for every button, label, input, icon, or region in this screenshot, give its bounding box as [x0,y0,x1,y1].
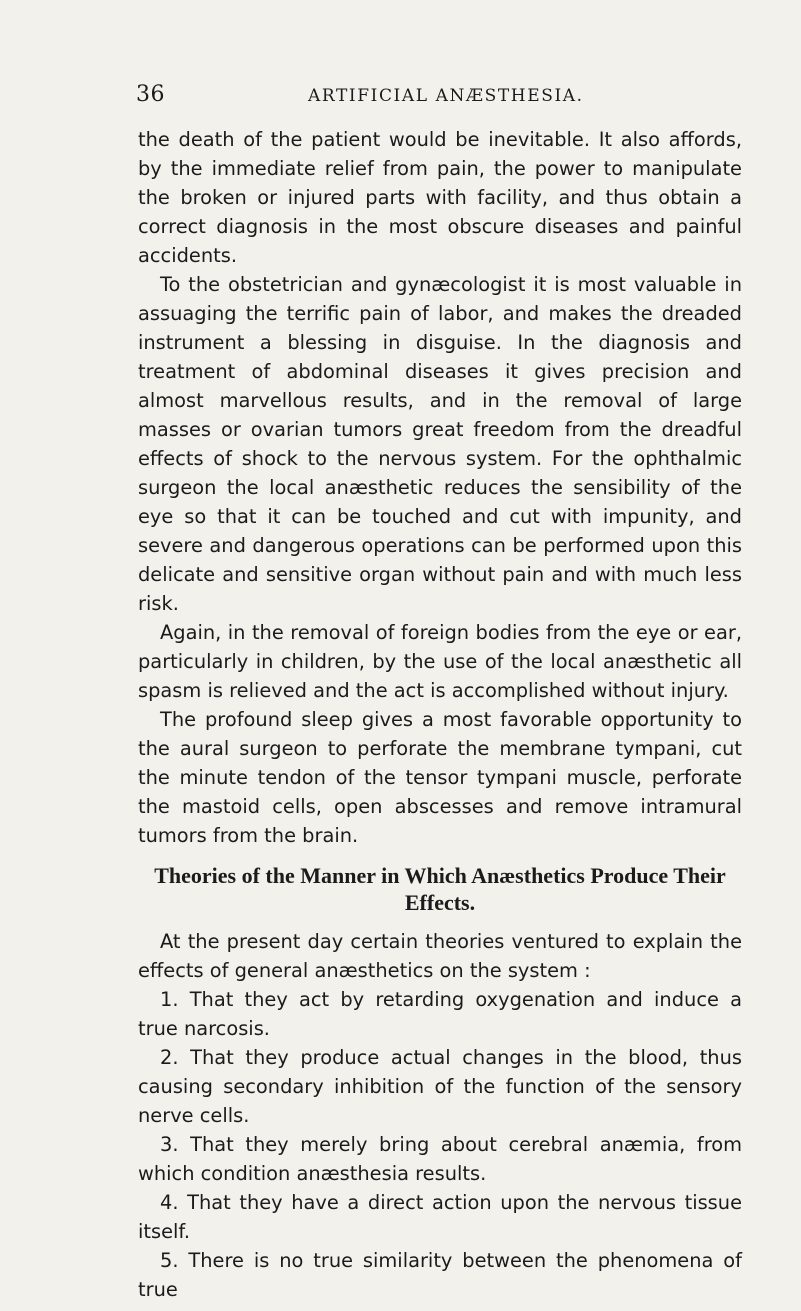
running-head: ARTIFICIAL ANÆSTHESIA. [308,86,584,106]
section-heading: Theories of the Manner in Which Anæsthetics Produce Their Effects. [154,863,726,915]
list-item: 1. That they act by retarding oxygenation and induce a true narcosis. [138,988,742,1040]
list-item: 5. There is no true similarity between the phenomena of true [138,1249,742,1301]
page-header [0,82,801,112]
page-number: 36 [136,82,165,107]
paragraph: The profound sleep gives a most favorable opportunity to the aural surgeon to perforate the membrane tympani, cut the minute tendon of the tensor tympani muscle, perforate the mastoid cells, open abscesses and remove intramural tumors from the brain. [138,708,742,847]
paragraph: At the present day certain theories ventured to explain the effects of general anæsthetics on the system : [138,930,742,982]
list-item: 3. That they merely bring about cerebral anæmia, from which condition anæsthesia results. [138,1133,742,1185]
paragraph: To the obstetrician and gynæcologist it is most valuable in assuaging the terrific pain of labor, and makes the dreaded instrument a blessing in disguise. In the diagnosis and treatment of abdominal diseases it gives precision and almost marvellous results, and in the removal of large masses or ovarian tumors great freedom from the dreadful effects of shock to the nervous system. For the ophthalmic surgeon the local anæsthetic reduces the sensibility of the eye so that it can be touched and cut with impunity, and severe and dangerous operations can be performed upon this delicate and sensitive organ without pain and with much less risk. [138,273,742,615]
list-item: 2. That they produce actual changes in the blood, thus causing secondary inhibition of the function of the sensory nerve cells. [138,1046,742,1127]
body-text [138,125,742,1304]
list-item: 4. That they have a direct action upon the nervous tissue itself. [138,1191,742,1243]
paragraph: Again, in the removal of foreign bodies from the eye or ear, particularly in children, by the use of the local anæsthetic all spasm is relieved and the act is accomplished without injury. [138,621,742,702]
paragraph: the death of the patient would be inevitable. It also affords, by the immediate relief from pain, the power to manipulate the broken or injured parts with facility, and thus obtain a correct diagnosis in the most obscure diseases and painful accidents. [138,128,742,267]
